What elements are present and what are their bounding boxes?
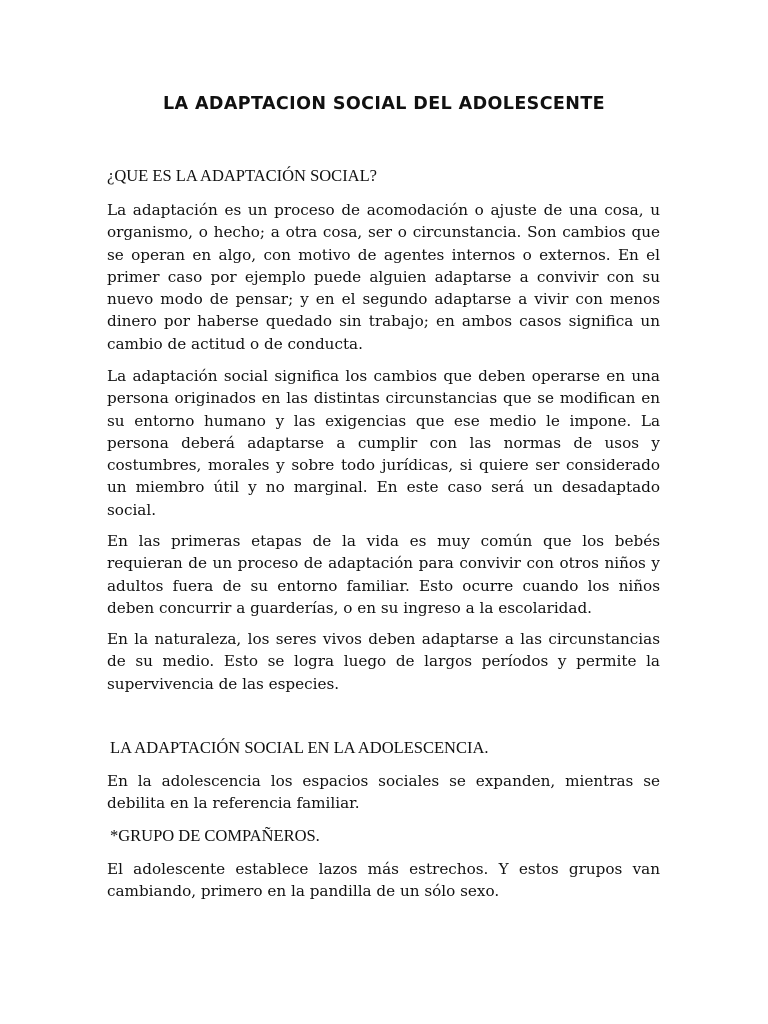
section-heading-que-es: ¿QUE ES LA ADAPTACIÓN SOCIAL?	[107, 166, 378, 185]
paragraph-espacios-sociales: En la adolescencia los espacios sociales se expanden, mientras se debilita en la referencia familiar.	[107, 772, 660, 813]
section-heading-adolescencia: LA ADAPTACIÓN SOCIAL EN LA ADOLESCENCIA.	[110, 738, 489, 757]
paragraph-naturaleza: En la naturaleza, los seres vivos deben adaptarse a las circunstancias de su medio. Esto se logra luego de largos períodos y permite la supervivencia de las especies.	[107, 630, 660, 693]
document-title: LA ADAPTACION SOCIAL DEL ADOLESCENTE	[162, 94, 606, 114]
paragraph-primeras-etapas: En las primeras etapas de la vida es muy común que los bebés requieran de un proceso de adaptación para convivir con otros niños y adultos fuera de su entorno familiar. Esto ocurre cuando los niños deben concurrir a guarderías, o en su ingreso a la escolaridad.	[107, 532, 660, 617]
subheading-grupo-companeros: *GRUPO DE COMPAÑEROS.	[110, 826, 320, 845]
paragraph-lazos: El adolescente establece lazos más estrechos. Y estos grupos van cambiando, primero en la pandilla de un sólo sexo.	[107, 860, 660, 901]
paragraph-adaptacion-social: La adaptación social significa los cambios que deben operarse en una persona originados en las distintas circunstancias que se modifican en su entorno humano y las exigencias que ese medio le impone. La persona deberá adaptarse a cumplir con las normas de usos y costumbres, morales y sobre todo jurídicas, si quiere ser considerado un miembro útil y no marginal. En este caso será un desadaptado social.	[107, 367, 660, 519]
paragraph-definicion: La adaptación es un proceso de acomodación o ajuste de una cosa, u organismo, o hecho; a otra cosa, ser o circunstancia. Son cambios que se operan en algo, con motivo de agentes internos o externos. En el primer caso por ejemplo puede alguien adaptarse a convivir con su nuevo modo de pensar; y en el segundo adaptarse a vivir con menos dinero por haberse quedado sin trabajo; en ambos casos significa un cambio de actitud o de conducta.	[107, 201, 660, 353]
